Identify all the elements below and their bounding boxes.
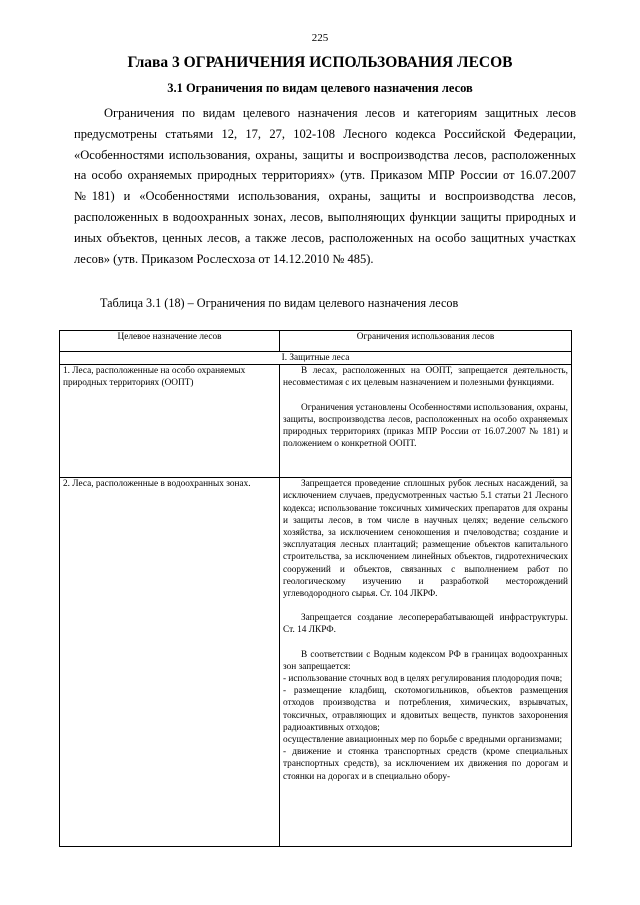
restriction-paragraph: Ограничения установлены Особенностями использования, охраны, защиты, воспроизводства лесов, расположенных на особо охраняемых природных территориях (приказ МПР России от 16.07.2007 № 181) и положением о конкретной ООПТ. (283, 402, 568, 450)
restriction-paragraph: В соответствии с Водным кодексом РФ в границах водоохранных зон запрещается: (283, 649, 568, 672)
restrictions-table (59, 330, 572, 847)
intro-paragraph: Ограничения по видам целевого назначения лесов и категориям защитных лесов предусмотрены статьями 12, 17, 27, 102-108 Лесного кодекса Российской Федерации, «Особенностями использования, охраны, защиты и воспроизводства лесов, расположенных на особо охраняемых природных территориях» (утв. Приказом МПР России от 16.07.2007 №181) и «Особенностями использования, охраны, защиты и воспроизводства лесов, расположенных в водоохранных зонах, лесов, выполняющих функции защиты природных и иных объектов, ценных лесов, а также лесов, расположенных на особо защитных участках лесов» (утв. Приказом Рослесхоза от 14.12.2010 № 485). (74, 106, 576, 266)
body-text (74, 103, 576, 269)
restriction-list-item: - размещение кладбищ, скотомогильников, объектов размещения отходов производства и потребления, химических, взрывчатых, токсичных, отравляющих и ядовитых веществ, пунктов захоронения радиоактивных отходов; (283, 686, 568, 733)
table-caption: Таблица 3.1 (18) – Ограничения по видам целевого назначения лесов (100, 296, 459, 310)
restriction-list-item: - использование сточных вод в целях регулирования плодородия почв; (283, 674, 563, 685)
restriction-paragraph: Запрещается проведение сплошных рубок лесных насаждений, за исключением случаев, предусмотренных частью 5.1 статьи 21 Лесного кодекса; использование токсичных химических препаратов для охраны и защиты лесов, в том числе в научных целях; ведение сельского хозяйства, за исключением сенокошения и пчеловодства; создание и эксплуатация лесных плантаций; размещение объектов капитального строительства, за исключением линейных объектов, гидротехнических сооружений и объектов, связанных с выполнением работ по геологическому изучению и разработкой месторождений углеводородного сырья. Ст. 104 ЛКРФ. (283, 479, 568, 600)
row-restrictions (280, 478, 572, 847)
table-row (60, 365, 572, 478)
row-purpose-text: 2. Леса, расположенные в водоохранных зонах. (63, 479, 251, 490)
row-restrictions (280, 365, 572, 478)
table-header-row (60, 331, 572, 352)
chapter-title: Глава 3 ОГРАНИЧЕНИЯ ИСПОЛЬЗОВАНИЯ ЛЕСОВ (127, 54, 513, 71)
group-protective-forests: I. Защитные леса (60, 352, 572, 365)
header-purpose: Целевое назначение лесов (60, 331, 280, 352)
header-restrictions: Ограничения использования лесов (280, 331, 572, 352)
row-purpose (60, 478, 280, 847)
table-row (60, 478, 572, 847)
row-purpose (60, 365, 280, 478)
restriction-paragraph: В лесах, расположенных на ООПТ, запрещается деятельность, несовместимая с их целевым назначением и полезными функциями. (283, 366, 568, 389)
restriction-list-item: осуществление авиационных мер по борьбе с вредными организмами; (283, 735, 563, 746)
restriction-paragraph: Запрещается создание лесоперерабатывающей инфраструктуры. Ст. 14 ЛКРФ. (283, 613, 568, 636)
page-number: 225 (311, 32, 329, 44)
restriction-list-item: - движение и стоянка транспортных средств (кроме специальных транспортных средств), за исключением их движения по дорогам и стоянки на дорогах и в специально обору- (283, 747, 568, 782)
table-group-row (60, 352, 572, 365)
section-title: 3.1 Ограничения по видам целевого назначения лесов (167, 81, 473, 95)
row-purpose-text: 1. Леса, расположенные на особо охраняемых природных территориях (ООПТ) (63, 366, 246, 389)
